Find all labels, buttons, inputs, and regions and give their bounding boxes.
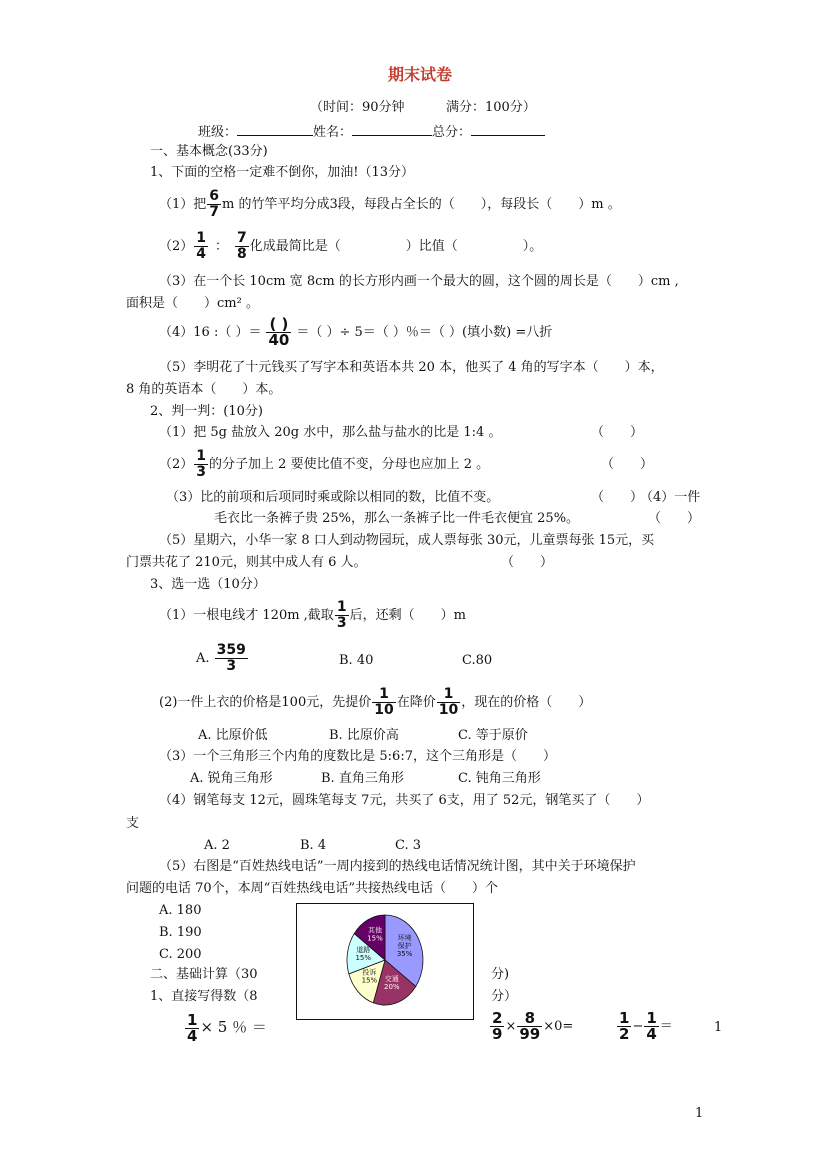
choice-3-option-a[interactable]: A. 锐角三角形 — [190, 771, 273, 786]
judge-5-line2: 门票共花了 210元，则其中成人有 6 人。 — [126, 555, 367, 570]
fraction: $\frac{6}{7}$ — [209, 188, 220, 220]
student-info-line — [198, 121, 545, 142]
judge-4: 毛衣比一条裤子贵 25%，那么一条裤子比一件毛衣便宜 25%。 — [214, 511, 580, 526]
section2-header-b: 分) — [491, 967, 510, 982]
choice-4-option-a[interactable]: A. 2 — [204, 838, 230, 853]
question-1-4: （4）16 :（ ）＝ $\frac{( )}{40}$ ＝（ ）÷ 5＝（ ）％＝（ ）(填小数) =八折 — [159, 315, 553, 349]
fraction: $\frac{1}{3}$ — [336, 599, 347, 631]
question-1-1: （1）把 $\frac{6}{7}$ m 的竹竿平均分成3段，每段占全长的（ ），每段长（ ）m 。 — [159, 188, 621, 220]
judge-2-answer[interactable]: （ ） — [601, 457, 654, 472]
choice-4-option-c[interactable]: C. 3 — [395, 838, 422, 853]
pie-slice-label-0: 环境保护 35% — [396, 934, 413, 959]
question-1-3-line2: 面积是（ ）cm² 。 — [126, 296, 259, 311]
name-blank[interactable] — [352, 121, 432, 136]
fraction: $\frac{( )}{40}$ — [268, 315, 290, 349]
judge-4-answer[interactable]: （ ） — [648, 511, 701, 526]
class-blank[interactable] — [237, 121, 313, 136]
class-label: 班级： — [198, 125, 238, 140]
question-1-3-line1: （3）在一个长 10cm 宽 8cm 的长方形内画一个最大的圆，这个圆的周长是（ ）cm , — [159, 274, 679, 289]
calc-expr-2: $\frac{2}{9}$ × $\frac{8}{99}$ ×0= — [492, 1009, 574, 1043]
pie-chart-frame — [296, 903, 474, 1020]
choice-1-option-c[interactable]: C.80 — [462, 653, 493, 668]
judge-3: （3）比的前项和后项同时乘或除以相同的数，比值不变。 — [166, 490, 500, 505]
choice-3: （3）一个三角形三个内角的度数比是 5:6:7，这个三角形是（ ） — [159, 749, 556, 764]
part2-header: 2、判一判：(10分) — [150, 404, 263, 419]
judge-4-start: （4）一件 — [640, 490, 701, 505]
calc-part1-header-b: 分） — [491, 989, 518, 1004]
choice-2-option-a[interactable]: A. 比原价低 — [198, 728, 268, 743]
fraction: $\frac{1}{10}$ — [438, 686, 459, 718]
choice-4-line2: 支 — [126, 816, 140, 831]
question-1-5-line1: （5）李明花了十元钱买了写字本和英语本共 20 本，他买了 4 角的写字本（ ）本， — [159, 360, 664, 375]
choice-5-line2: 问题的电话 70个，本周“百姓热线电话”共接热线电话（ ）个 — [126, 881, 498, 896]
question-1-2: （2） $\frac{1}{4}$ ： $\frac{7}{8}$ 化成最简比是（ ）比值（ ）。 — [159, 230, 543, 262]
choice-5-option-c[interactable]: C. 200 — [159, 947, 202, 962]
total-label: 总分： — [432, 125, 472, 140]
judge-1: （1）把 5g 盐放入 20g 水中，那么盐与盐水的比是 1:4 。 — [159, 425, 502, 440]
fraction: $\frac{2}{9}$ — [492, 1009, 503, 1043]
pie-chart — [297, 904, 473, 1019]
question-1-5-line2: 8 角的英语本（ ）本。 — [126, 382, 282, 397]
fraction: $\frac{1}{10}$ — [374, 686, 394, 718]
judge-5-answer[interactable]: （ ） — [501, 555, 554, 570]
pie-slice-label-1: 交通 20% — [384, 974, 400, 991]
score-info: 满分：100分） — [446, 100, 536, 115]
choice-5-line1: （5）右图是“百姓热线电话”一周内接到的热线电话情况统计图，其中关于环境保护 — [159, 859, 636, 874]
calc-part1-header-a: 1、直接写得数（8 — [150, 989, 258, 1004]
choice-2-option-c[interactable]: C. 等于原价 — [458, 728, 528, 743]
name-label: 姓名： — [313, 125, 353, 140]
pie-slice-label-4: 其他 15% — [367, 926, 383, 943]
choice-2: (2)一件上衣的价格是100元，先提价 $\frac{1}{10}$ 在降价 $\frac{1}{10}$ ，现在的价格（ ） — [159, 686, 592, 718]
fraction: $\frac{1}{4}$ — [646, 1009, 657, 1043]
page-title: 期末试卷 — [388, 65, 453, 84]
choice-2-option-b[interactable]: B. 比原价高 — [329, 728, 399, 743]
choice-3-option-c[interactable]: C. 钝角三角形 — [458, 771, 541, 786]
calc-expr-1: $\frac{1}{4}$ × 5 ％ ＝ — [187, 1011, 267, 1045]
fraction: $\frac{1}{4}$ — [196, 230, 207, 262]
judge-1-answer[interactable]: （ ） — [591, 425, 644, 440]
page-number: 1 — [695, 1106, 704, 1121]
choice-5-option-a[interactable]: A. 180 — [159, 903, 202, 918]
total-blank[interactable] — [471, 121, 545, 136]
part3-header: 3、选一选（10分） — [150, 577, 266, 592]
fraction: $\frac{1}{3}$ — [196, 448, 207, 480]
time-info: （时间：90分钟 — [310, 100, 405, 115]
choice-1-option-a[interactable]: A. $\frac{359}{3}$ — [196, 642, 246, 674]
choice-5-option-b[interactable]: B. 190 — [159, 925, 202, 940]
choice-4-option-b[interactable]: B. 4 — [300, 838, 327, 853]
pie-slice-label-2: 投诉 15% — [361, 968, 378, 985]
section1-header: 一、基本概念(33分) — [150, 144, 268, 159]
choice-4-line1: （4）钢笔每支 12元，圆珠笔每支 7元，共买了 6支，用了 52元，钢笔买了（ ） — [159, 793, 650, 808]
calc-expr-4: 1 — [714, 1020, 723, 1035]
fraction: $\frac{7}{8}$ — [237, 230, 247, 262]
section2-header-a: 二、基础计算（30 — [150, 967, 258, 982]
pie-slice-label-3: 道路 15% — [355, 945, 372, 962]
fraction: $\frac{8}{99}$ — [519, 1009, 541, 1043]
calc-expr-3: $\frac{1}{2}$ − $\frac{1}{4}$ ＝ — [619, 1009, 673, 1043]
part1-header: 1、下面的空格一定难不倒你，加油!（13分） — [150, 165, 415, 180]
choice-3-option-b[interactable]: B. 直角三角形 — [321, 771, 404, 786]
fraction: $\frac{1}{4}$ — [187, 1011, 198, 1045]
fraction: $\frac{1}{2}$ — [619, 1009, 630, 1043]
judge-5-line1: （5）星期六，小华一家 8 口人到动物园玩，成人票每张 30元，儿童票每张 15元，买 — [159, 533, 655, 548]
fraction: $\frac{359}{3}$ — [216, 642, 246, 674]
judge-3-answer[interactable]: （ ） — [591, 490, 644, 505]
choice-1-option-b[interactable]: B. 40 — [339, 653, 374, 668]
choice-1: （1）一根电线才 120m ,截取 $\frac{1}{3}$ 后，还剩（ ）m — [159, 599, 466, 631]
judge-2: （2） $\frac{1}{3}$ 的分子加上 2 要使比值不变，分母也应加上 2 。 — [159, 448, 490, 480]
